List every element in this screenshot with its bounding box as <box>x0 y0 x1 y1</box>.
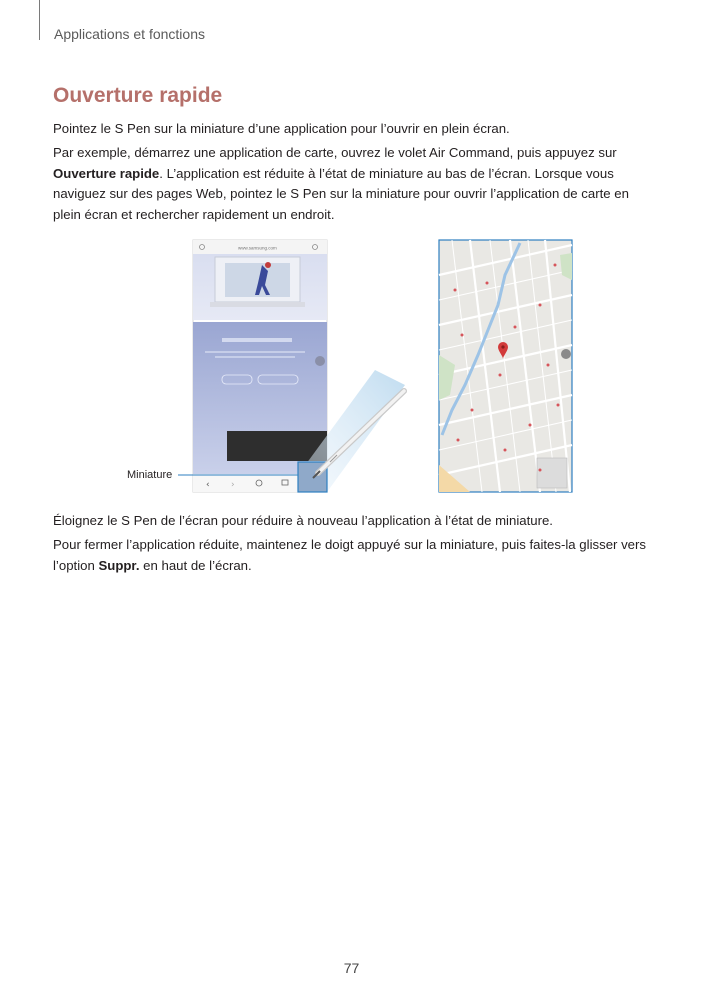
forward-icon: › <box>231 480 235 490</box>
paragraph-close-app: Pour fermer l’application réduite, maintenez le doigt appuyé sur la miniature, puis faites-la glisser vers l’option Suppr. en haut de l’écran. <box>53 537 646 573</box>
map-screen <box>439 240 572 492</box>
paragraph-intro: Pointez le S Pen sur la miniature d’une application pour l’ouvrir en plein écran. <box>53 121 510 136</box>
margin-rule <box>39 0 40 40</box>
page-number: 77 <box>343 960 360 976</box>
ouverture-rapide-bold: Ouverture rapide <box>53 165 160 181</box>
browser-url: www.samsung.com <box>238 245 277 251</box>
back-icon: ‹ <box>206 480 210 490</box>
illustration <box>0 235 703 500</box>
browser-screen <box>193 240 327 492</box>
suppr-bold: Suppr. <box>98 557 140 573</box>
miniature-label: Miniature <box>127 469 173 481</box>
section-header: Applications et fonctions <box>54 26 205 42</box>
paragraph-example: Par exemple, démarrez une application de carte, ouvrez le volet Air Command, puis appuyez sur Ouverture rapide. L’application est réduite à l’état de miniature au bas de l’écran. Lorsque vous naviguez sur des pages Web, pointez le S Pen sur la miniature pour ouvrir l’application de carte en plein écran et rechercher rapidement un endroit. <box>53 145 629 222</box>
section-title: Ouverture rapide <box>53 84 223 107</box>
paragraph-remove-pen: Éloignez le S Pen de l’écran pour réduire à nouveau l’application à l’état de miniature. <box>53 513 553 528</box>
